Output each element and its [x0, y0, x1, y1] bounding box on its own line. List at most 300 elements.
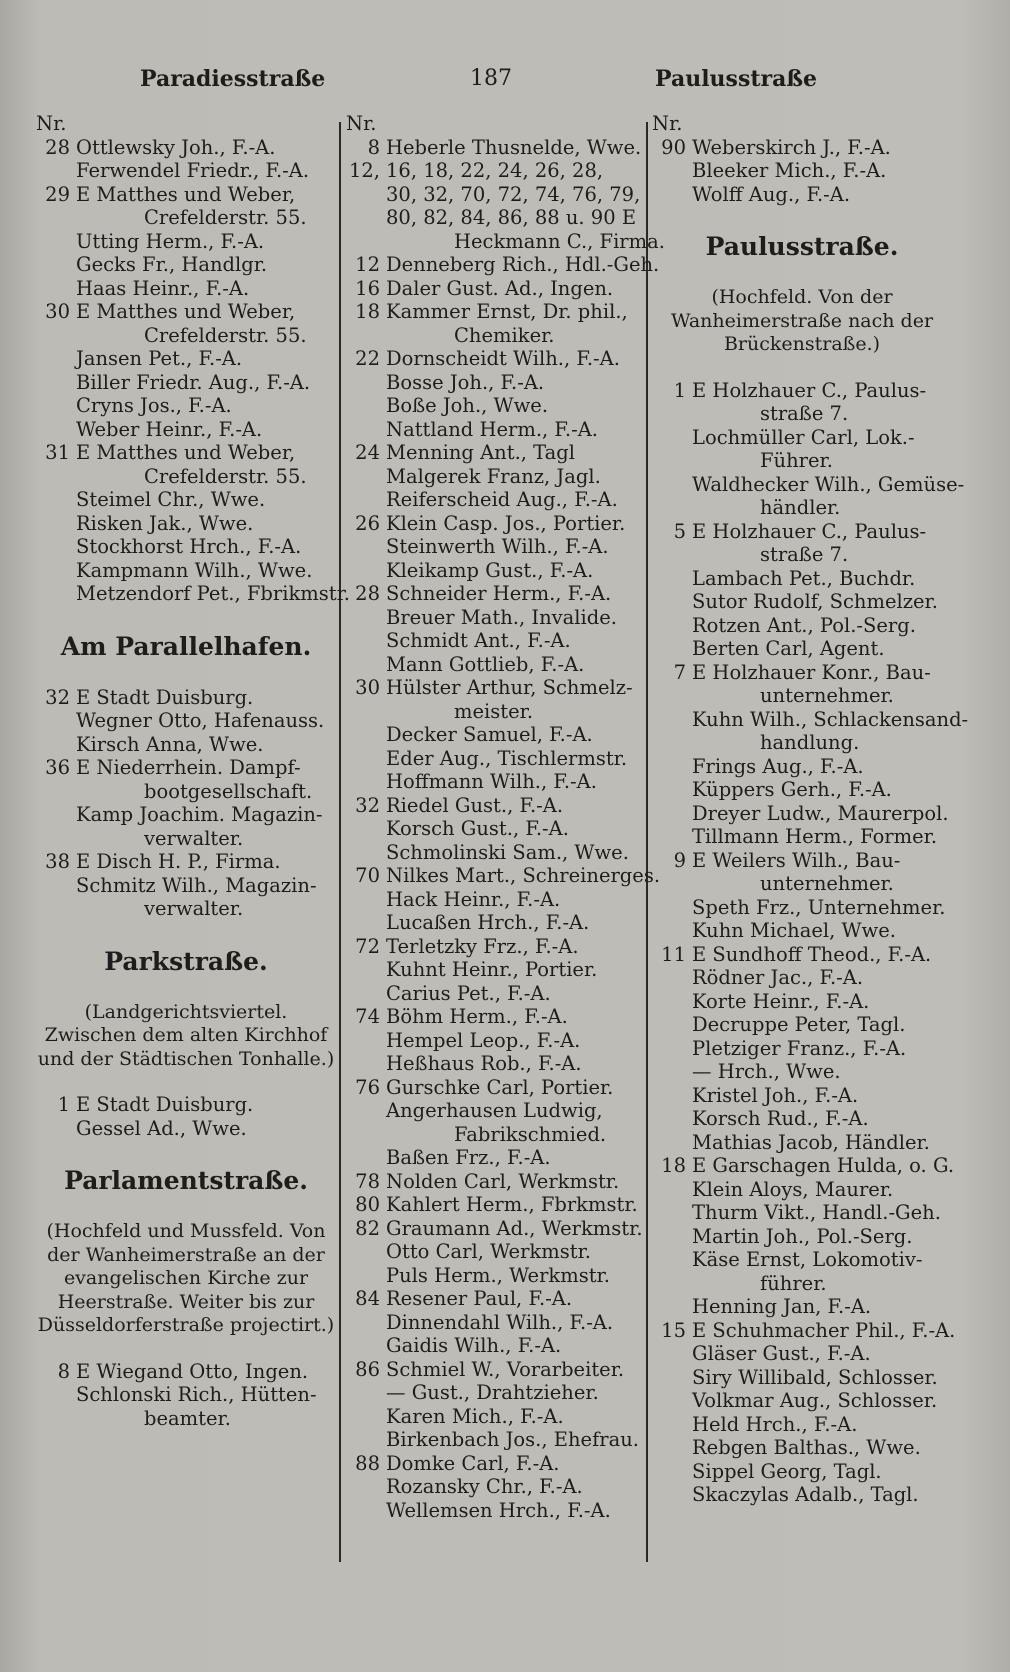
entry-text: Schlonski Rich., Hütten-: [76, 1383, 317, 1406]
directory-entry: [346, 1334, 642, 1358]
entry-text: Risken Jak., Wwe.: [76, 511, 254, 535]
house-number: 1: [673, 378, 686, 402]
directory-entry: [346, 864, 661, 888]
entry-text: Käse Ernst, Lokomotiv-: [692, 1248, 923, 1271]
directory-entry: [346, 324, 642, 348]
directory-entry: [346, 1358, 642, 1382]
entry-text: Lucaßen Hrch., F.-A.: [386, 911, 590, 934]
house-number: 84: [355, 1287, 380, 1310]
entry-text: Daler Gust. Ad., Ingen.: [386, 276, 614, 300]
entry-text: händler.: [760, 496, 841, 519]
entry-text: Birkenbach Jos., Ehefrau.: [386, 1428, 640, 1451]
entry-text: Hack Heinr., F.-A.: [386, 887, 561, 911]
directory-entry: [652, 1483, 952, 1507]
house-number: 74: [355, 1005, 380, 1028]
entry-text: Ottlewsky Joh., F.-A.: [76, 135, 276, 159]
entry-list: [346, 135, 665, 1523]
entry-text: Weber Heinr., F.-A.: [76, 417, 263, 441]
entry-text: Rozansky Chr., F.-A.: [386, 1475, 583, 1498]
house-number: 9: [673, 848, 686, 872]
directory-entry: [346, 935, 642, 959]
entry-text: E Holzhauer C., Paulus-: [692, 519, 927, 543]
directory-entry: [652, 1013, 952, 1037]
entry-text: Waldhecker Wilh., Gemüse-: [692, 472, 965, 496]
entry-text: Utting Herm., F.-A.: [76, 229, 265, 253]
entry-text: Ferwendel Friedr., F.-A.: [76, 159, 310, 182]
directory-entry: [652, 567, 952, 591]
directory-entry: [652, 755, 952, 779]
entry-text: unternehmer.: [760, 684, 894, 707]
directory-entry: [346, 1099, 642, 1123]
house-number: 12,: [348, 159, 380, 182]
entry-text: Berten Carl, Agent.: [692, 637, 885, 660]
directory-entry: [346, 418, 642, 442]
house-number: 36: [45, 756, 70, 779]
column-divider-2: [646, 122, 648, 1562]
entry-text: E Matthes und Weber,: [76, 441, 296, 464]
directory-entry: [36, 300, 336, 324]
directory-entry: [652, 1272, 952, 1296]
house-number: 7: [673, 660, 686, 684]
directory-entry: [346, 958, 642, 982]
directory-entry: [346, 1170, 642, 1194]
directory-entry: [346, 559, 642, 583]
directory-entry: [652, 731, 952, 755]
entry-text: Hülster Arthur, Schmelz-: [386, 676, 633, 699]
entry-text: Kuhn Wilh., Schlackensand-: [692, 707, 969, 731]
entry-text: Lochmüller Carl, Lok.-: [692, 425, 915, 449]
directory-entry: [652, 136, 952, 160]
header-left-street: Paradiesstraße: [140, 66, 326, 92]
house-number: 28: [45, 135, 70, 159]
directory-entry: [652, 1436, 952, 1460]
entry-text: Kleikamp Gust., F.-A.: [386, 558, 594, 582]
directory-entry: [652, 990, 952, 1014]
page-number: 187: [470, 66, 512, 91]
entry-text: Schneider Herm., F.-A.: [386, 582, 612, 605]
nr-label: Nr.: [652, 112, 683, 135]
entry-text: Otto Carl, Werkmstr.: [386, 1240, 591, 1263]
house-number: 22: [355, 347, 380, 370]
entry-text: Siry Willibald, Schlosser.: [692, 1365, 938, 1389]
entry-text: E Stadt Duisburg.: [76, 1093, 254, 1116]
entry-text: verwalter.: [144, 826, 244, 850]
entry-text: Heberle Thusnelde, Wwe.: [386, 135, 642, 159]
entry-text: Kuhnt Heinr., Portier.: [386, 958, 598, 981]
directory-entry: [652, 919, 952, 943]
entry-text: Hoffmann Wilh., F.-A.: [386, 770, 597, 793]
entry-text: Heßhaus Rob., F.-A.: [386, 1052, 582, 1075]
directory-entry: [346, 770, 642, 794]
entry-text: Resener Paul, F.-A.: [386, 1287, 573, 1310]
entry-text: Kammer Ernst, Dr. phil.,: [386, 300, 628, 323]
entry-text: E Matthes und Weber,: [76, 182, 296, 206]
entry-text: Kuhn Michael, Wwe.: [692, 919, 896, 942]
entry-text: Sippel Georg, Tagl.: [692, 1459, 882, 1483]
entry-text: Schmitz Wilh., Magazin-: [76, 873, 317, 897]
directory-entry: [652, 402, 952, 426]
entry-text: Sutor Rudolf, Schmelzer.: [692, 590, 938, 613]
directory-entry: [346, 1264, 642, 1288]
directory-entry: [346, 1405, 642, 1429]
entry-text: Crefelderstr. 55.: [144, 464, 307, 488]
entry-text: Wolff Aug., F.-A.: [692, 182, 851, 206]
column-1: [36, 112, 350, 1642]
directory-entry: [346, 159, 642, 183]
entry-text: Nolden Carl, Werkmstr.: [386, 1169, 620, 1193]
entry-text: Bleeker Mich., F.-A.: [692, 159, 887, 182]
directory-entry: [652, 590, 952, 614]
entry-text: Metzendorf Pet., Fbrikmstr.: [76, 582, 350, 605]
directory-entry: [346, 1193, 642, 1217]
house-number: 70: [355, 864, 380, 887]
directory-entry: [346, 347, 642, 371]
entry-text: Frings Aug., F.-A.: [692, 754, 864, 778]
entry-text: Schmiel W., Vorarbeiter.: [386, 1357, 625, 1381]
directory-entry: [346, 535, 642, 559]
directory-entry: [652, 1131, 952, 1155]
directory-entry: [346, 582, 642, 606]
entry-text: Angerhausen Ludwig,: [386, 1099, 603, 1122]
directory-entry: [346, 1240, 642, 1264]
directory-entry: [346, 394, 642, 418]
entry-text: Klein Casp. Jos., Portier.: [386, 511, 626, 535]
entry-list: [652, 378, 969, 1507]
entry-text: Weberskirch J., F.-A.: [692, 135, 891, 159]
entry-text: Terletzky Frz., F.-A.: [386, 934, 579, 958]
directory-entry: [346, 1287, 642, 1311]
entry-text: E Stadt Duisburg.: [76, 685, 254, 709]
directory-entry: [652, 684, 952, 708]
entry-text: Tillmann Herm., Former.: [692, 825, 938, 848]
directory-entry: [346, 183, 642, 207]
entry-text: E Sundhoff Theod., F.-A.: [692, 942, 932, 966]
section-heading: Parlamentstraße.: [64, 1166, 308, 1195]
section-heading: Parkstraße.: [104, 946, 268, 976]
column-2: [346, 112, 665, 1642]
directory-entry: [36, 324, 336, 348]
entry-text: Kirsch Anna, Wwe.: [76, 732, 264, 756]
entry-text: Volkmar Aug., Schlosser.: [692, 1389, 938, 1412]
directory-entry: [36, 1360, 336, 1384]
directory-entry: [36, 1093, 336, 1117]
section-heading: Am Parallelhafen.: [60, 631, 312, 661]
directory-entry: [652, 1178, 952, 1202]
directory-entry: [652, 1060, 952, 1084]
entry-text: E Garschagen Hulda, o. G.: [692, 1154, 955, 1177]
entry-text: unternehmer.: [760, 872, 894, 895]
directory-entry: [652, 472, 965, 497]
directory-entry: [36, 206, 336, 230]
directory-entry: [36, 512, 336, 536]
entry-text: Hempel Leop., F.-A.: [386, 1028, 581, 1052]
entry-text: Decruppe Peter, Tagl.: [692, 1013, 906, 1036]
house-number: 30: [355, 676, 380, 699]
directory-entry: [36, 277, 336, 301]
directory-entry: [652, 1248, 952, 1272]
directory-entry: [36, 733, 336, 757]
directory-entry: [652, 849, 952, 873]
directory-entry: [652, 778, 952, 802]
directory-entry: [346, 229, 665, 254]
directory-entry: [36, 394, 336, 418]
directory-entry: [346, 1499, 642, 1523]
entry-text: Gecks Fr., Handlgr.: [76, 253, 268, 276]
entry-text: Kampmann Wilh., Wwe.: [76, 558, 313, 582]
directory-entry: [36, 897, 336, 921]
directory-entry: [36, 488, 336, 512]
entry-text: E Holzhauer C., Paulus-: [692, 378, 927, 402]
directory-entry: [652, 1154, 955, 1178]
entry-text: Wellemsen Hrch., F.-A.: [386, 1498, 611, 1522]
house-number: 32: [45, 685, 70, 709]
entry-list: [36, 686, 336, 921]
directory-entry: [346, 676, 642, 700]
directory-entry: [346, 817, 642, 841]
directory-entry: [652, 1295, 952, 1319]
entry-text: Skaczylas Adalb., Tagl.: [692, 1483, 919, 1506]
directory-entry: [652, 1084, 952, 1108]
entry-text: E Holzhauer Konr., Bau-: [692, 660, 931, 684]
entry-text: Baßen Frz., F.-A.: [386, 1146, 551, 1169]
directory-entry: [346, 441, 642, 465]
entry-text: Puls Herm., Werkmstr.: [386, 1263, 610, 1287]
entry-text: Lambach Pet., Buchdr.: [692, 566, 916, 590]
directory-entry: [346, 911, 642, 935]
page-header: [140, 66, 820, 100]
directory-entry: [346, 465, 642, 489]
entry-text: straße 7.: [760, 543, 849, 566]
house-number: 16: [355, 276, 380, 300]
entry-text: Stockhorst Hrch., F.-A.: [76, 535, 302, 558]
header-right-street: Paulusstraße: [655, 66, 818, 92]
entry-text: Gaidis Wilh., F.-A.: [386, 1334, 562, 1357]
directory-entry: [652, 661, 952, 685]
directory-entry: [346, 300, 642, 324]
directory-entry: [346, 1029, 642, 1053]
entry-text: Mathias Jacob, Händler.: [692, 1130, 930, 1154]
entry-text: Rödner Jac., F.-A.: [692, 966, 864, 989]
directory-entry: [652, 943, 952, 967]
entry-text: Fabrikschmied.: [454, 1122, 607, 1146]
directory-entry: [346, 841, 642, 865]
directory-entry: [652, 159, 952, 183]
directory-entry: [36, 756, 336, 780]
entry-text: Gessel Ad., Wwe.: [76, 1116, 247, 1140]
directory-entry: [36, 559, 336, 583]
section-note: (Landgerichtsviertel. Zwischen dem alten Kirchhof und der Städtischen Tonhalle.): [37, 1000, 335, 1070]
entry-text: Nattland Herm., F.-A.: [386, 417, 598, 441]
directory-entry: [652, 1389, 952, 1413]
entry-text: Schmolinski Sam., Wwe.: [386, 840, 629, 864]
directory-entry: [346, 747, 642, 771]
nr-label: Nr.: [346, 112, 377, 135]
directory-entry: [36, 874, 336, 898]
entry-text: beamter.: [144, 1406, 231, 1430]
directory-entry: [346, 1123, 642, 1147]
entry-text: Wegner Otto, Hafenauss.: [76, 709, 325, 732]
directory-entry: [652, 1460, 952, 1484]
entry-text: Graumann Ad., Werkmstr.: [386, 1216, 643, 1240]
entry-text: E Schuhmacher Phil., F.-A.: [692, 1318, 956, 1342]
entry-text: Böhm Herm., F.-A.: [386, 1005, 568, 1028]
directory-entry: [346, 206, 642, 230]
entry-text: Jansen Pet., F.-A.: [76, 347, 243, 370]
entry-text: Küppers Gerh., F.-A.: [692, 778, 892, 801]
directory-entry: [36, 371, 336, 395]
directory-entry: [652, 614, 952, 638]
house-number: 38: [45, 850, 70, 873]
entry-text: Denneberg Rich., Hdl.-Geh.: [386, 253, 660, 276]
directory-entry: [36, 465, 336, 489]
directory-entry: [346, 700, 642, 724]
entry-text: meister.: [454, 699, 534, 723]
entry-text: Cryns Jos., F.-A.: [76, 394, 232, 417]
directory-entry: [346, 653, 642, 677]
directory-entry: [652, 872, 952, 896]
entry-text: Kamp Joachim. Magazin-: [76, 803, 323, 826]
directory-entry: [346, 136, 642, 160]
entry-text: E Matthes und Weber,: [76, 300, 296, 323]
house-number: 80: [355, 1193, 380, 1216]
directory-entry: [346, 1052, 642, 1076]
directory-entry: [36, 582, 350, 606]
entry-text: Mann Gottlieb, F.-A.: [386, 652, 585, 676]
entry-text: E Disch H. P., Firma.: [76, 850, 281, 873]
directory-entry: [652, 825, 952, 849]
entry-text: Heckmann C., Firma.: [454, 229, 665, 253]
directory-entry: [36, 159, 336, 183]
entry-text: Chemiker.: [454, 323, 555, 347]
directory-entry: [652, 183, 952, 207]
directory-entry: [346, 253, 660, 277]
house-number: 24: [355, 441, 380, 464]
directory-entry: [346, 512, 642, 536]
directory-entry: [36, 535, 336, 559]
entry-text: 80, 82, 84, 86, 88 u. 90 E: [386, 206, 637, 229]
house-number: 11: [661, 942, 686, 966]
entry-text: Decker Samuel, F.-A.: [386, 723, 593, 746]
entry-text: Eder Aug., Tischlermstr.: [386, 746, 628, 770]
directory-entry: [36, 347, 336, 371]
directory-entry: [36, 850, 336, 874]
directory-entry: [346, 1475, 642, 1499]
entry-list: [652, 136, 952, 207]
entry-text: Speth Frz., Unternehmer.: [692, 895, 946, 919]
directory-entry: [652, 426, 952, 450]
house-number: 18: [661, 1154, 686, 1177]
section-note: (Hochfeld und Mussfeld. Von der Wanheimerstraße an der evangelischen Kirche zur Heerstraße. Weiter bis zur Düsseldorferstraße projectirt.): [37, 1220, 335, 1336]
entry-text: Korte Heinr., F.-A.: [692, 989, 870, 1013]
directory-entry: [36, 136, 336, 160]
entry-text: Dreyer Ludw., Maurerpol.: [692, 801, 949, 825]
directory-entry: [36, 709, 336, 733]
house-number: 8: [57, 1359, 70, 1383]
directory-entry: [346, 982, 642, 1006]
entry-text: bootgesellschaft.: [144, 779, 313, 803]
house-number: 78: [355, 1169, 380, 1193]
house-number: 86: [355, 1357, 380, 1381]
directory-entry: [652, 496, 952, 520]
house-number: 82: [355, 1216, 380, 1240]
entry-text: Martin Joh., Pol.-Serg.: [692, 1224, 913, 1248]
directory-entry: [36, 780, 336, 804]
entry-text: Held Hrch., F.-A.: [692, 1412, 858, 1436]
house-number: 29: [45, 182, 70, 206]
directory-entry: [652, 1107, 952, 1131]
entry-text: Nilkes Mart., Schreinerges.: [386, 864, 661, 887]
directory-entry: [652, 1201, 952, 1225]
directory-entry: [346, 1005, 642, 1029]
column-divider-1: [339, 122, 341, 1562]
house-number: 1: [57, 1093, 70, 1116]
directory-entry: [346, 1076, 642, 1100]
house-number: 5: [673, 519, 686, 543]
directory-entry: [652, 1037, 952, 1061]
directory-entry: [36, 1117, 336, 1141]
entry-text: Pletziger Franz., F.-A.: [692, 1036, 907, 1060]
entry-text: Rotzen Ant., Pol.-Serg.: [692, 613, 916, 637]
entry-text: verwalter.: [144, 897, 244, 920]
entry-text: Rebgen Balthas., Wwe.: [692, 1436, 921, 1459]
house-number: 31: [45, 441, 70, 464]
entry-text: Thurm Vikt., Handl.-Geh.: [692, 1201, 941, 1224]
house-number: 88: [355, 1451, 380, 1475]
entry-text: Steimel Chr., Wwe.: [76, 488, 266, 511]
entry-text: straße 7.: [760, 402, 849, 425]
entry-list: [36, 1360, 336, 1431]
entry-text: Dornscheidt Wilh., F.-A.: [386, 347, 620, 370]
directory-entry: [346, 488, 642, 512]
directory-entry: [346, 1146, 642, 1170]
house-number: 26: [355, 511, 380, 535]
directory-entry: [652, 379, 952, 403]
entry-text: Riedel Gust., F.-A.: [386, 793, 564, 817]
house-number: 8: [367, 135, 380, 159]
directory-entry: [346, 606, 642, 630]
house-number: 76: [355, 1075, 380, 1099]
directory-entry: [652, 637, 952, 661]
directory-entry: [36, 686, 336, 710]
entry-text: Malgerek Franz, Jagl.: [386, 464, 601, 488]
nr-label: Nr.: [36, 112, 67, 135]
directory-entry: [652, 520, 952, 544]
house-number: 72: [355, 934, 380, 958]
entry-text: Crefelderstr. 55.: [144, 206, 307, 229]
house-number: 90: [661, 135, 686, 159]
entry-text: handlung.: [760, 731, 860, 754]
house-number: 30: [45, 300, 70, 323]
house-number: 18: [355, 300, 380, 323]
entry-text: Henning Jan, F.-A.: [692, 1295, 872, 1318]
directory-entry: [346, 1217, 642, 1241]
directory-entry: [346, 371, 642, 395]
directory-entry: [652, 1342, 952, 1366]
directory-entry: [652, 1366, 952, 1390]
entry-text: Boße Joh., Wwe.: [386, 394, 549, 417]
entry-text: Kahlert Herm., Fbrkmstr.: [386, 1193, 638, 1216]
directory-entry: [652, 802, 952, 826]
entry-text: führer.: [760, 1271, 827, 1295]
section-note: (Hochfeld. Von der Wanheimerstraße nach der Brückenstraße.): [670, 286, 934, 355]
directory-entry: [652, 543, 952, 567]
entry-text: — Gust., Drahtzieher.: [386, 1381, 599, 1404]
directory-entry: [652, 966, 952, 990]
entry-text: Gläser Gust., F.-A.: [692, 1342, 871, 1365]
entry-text: E Niederrhein. Dampf-: [76, 756, 301, 779]
entry-text: E Wiegand Otto, Ingen.: [76, 1359, 309, 1383]
house-number: 32: [355, 793, 380, 817]
